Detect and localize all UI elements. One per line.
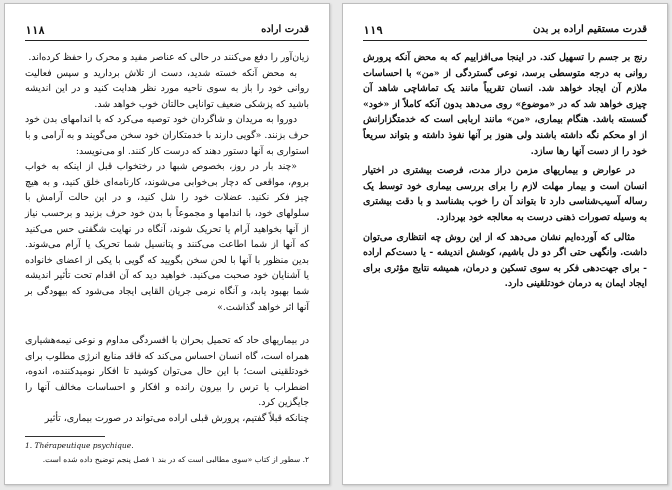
left-paragraph-3: دوروا به مریدان و شاگردان خود توصیه می‌کرد که با اندامهای بدن خود حرف بزنند. «گویی دارند با خدمتکاران خود سخن می‌گویند و به آرامی و با استواری به آنها دستور دهند که درست کار کنند. او می‌نویسد: — [25, 114, 309, 157]
left-paragraph-5: در بیماریهای حاد که تحمیل بحران با افسردگی مداوم و نوعی نیمه‌هشیاری همراه است، گاه انسان احساس می‌کند که فاقد منابع انرژی مطلوب برای خودتلقینی است؛ با این حال می‌توان کوشید تا افکار نومیدکننده، اندوه، اضطراب یا ترس را بیرون رانده و افکار و احساسات مخالف آنها را جایگزین کرد. — [25, 335, 309, 409]
left-page-body — [25, 50, 309, 427]
right-paragraph-3: مثالی که آورده‌ایم نشان می‌دهد که از این روش چه انتظاری می‌توان داشت. وانگهی حتی اگر دو دل باشیم، کوشش اندیشه - یا دست‌کم اراده - برای جهت‌دهی فکر به سوی تسکین و درمان، همیشه نتایج مؤثری برای ایجاد ایمان به درمان خودتلقینی دارد. — [363, 231, 647, 290]
left-paragraph-6: چنانکه قبلاً گفتیم، پرورش قبلی اراده می‌تواند در صورت بیماری، تأثیر — [44, 413, 309, 425]
right-page — [342, 3, 668, 485]
left-paragraph-2: به محض آنکه خسته شدید، دست از تلاش بردارید و سپس فعالیت روانی خود را باز به سوی ناحیه مورد نظر هدایت کنید و در این اندیشه باشید که پزشکی ضعیف توانایی حالتان خوب خواهد شد. — [25, 67, 309, 110]
right-paragraph-2: در عوارض و بیماریهای مزمن دراز مدت، فرصت بیشتری در اختیار انسان است و بیمار مهلت لازم را برای بررسی بیماری خود توسط یک رساله آسیب‌شناسی دارد تا بتواند آن را خوب بشناسد و با دقت بیشتری به وسیله تصورات ذهنی درست به معالجه خود بپردازد. — [363, 165, 647, 223]
right-page-body — [363, 50, 647, 292]
left-paragraph-1: زیان‌آور را دفع می‌کنند در حالی که عناصر مفید و محرک را حفظ کرده‌اند. — [28, 52, 309, 63]
left-page-header — [25, 22, 309, 41]
footnote-2: ۲. سطور از کتاب «سوی مطالبی است که در بند ۱ فصل پنجم توضیح داده شده است. — [42, 455, 309, 464]
footnote-divider — [25, 436, 105, 437]
right-page-header — [363, 22, 647, 41]
left-page — [4, 3, 330, 485]
right-page-number: ۱۱۹ — [363, 24, 383, 37]
right-paragraph-1: رنج بر جسم را تسهیل کند. در اینجا می‌افزاییم که به محض آنکه پرورش روانی به درجه متوسطی برسد، نوعی گستردگی از «من» با احساسات ملازم آن ایجاد خواهد شد. انسان تقریباً مانند یک تماشاچی شاهد آن چیزی خواهد شد که در «موضوع» روی می‌دهد بدون آنکه کاملاً از «خود» گسسته باشد. هنگام بیماری، «من» مانند اربابی است که خدمتگزارانش از او محکم نگه داشته باشند ولی هنوز بر آنها نفوذ داشته و بتواند سریعاً خود را از دست آنها رها سازد. — [363, 52, 647, 157]
left-running-title: قدرت اراده — [261, 24, 309, 35]
right-running-title: قدرت مستقیم اراده بر بدن — [533, 24, 647, 35]
left-page-number: ۱۱۸ — [25, 24, 45, 37]
left-paragraph-4: «چند بار در روز، بخصوص شبها در رختخواب قبل از اینکه به خواب بروم، مواقعی که دچار بی‌خوابی می‌شوند، کارنامه‌ای خلق کنید، و به هیچ چیز فکر نکنید. عضلات خود را شل کنید، و در این حالت آرامش با سلولهای خود، با اندامها و مجموعاً با بدن خود حرف بزنید و برحسب نیاز از آنها بخواهید آرام یا تحریک شوند، آنگاه در نهایت شگفتی حس می‌کنید که آنها از شما اطاعت می‌کنند و پتانسیل شما تحریک یا آرام می‌شوند. بدین منظور با آنها با لحن سخن بگویید که گویی با یکی از اعضای خانواده یا آشنایان خود صحبت می‌کنید. خواهید دید که آن اقدام تحت تأثیر اندیشه شما بهبود یابد، و آنگاه نرمی جریان القایی ایجاد می‌شود که بیهودگی بر آنها اثر خواهد گذاشت.» — [25, 161, 309, 313]
footnote-1: 1. Thérapeutique psychique. — [25, 441, 134, 450]
